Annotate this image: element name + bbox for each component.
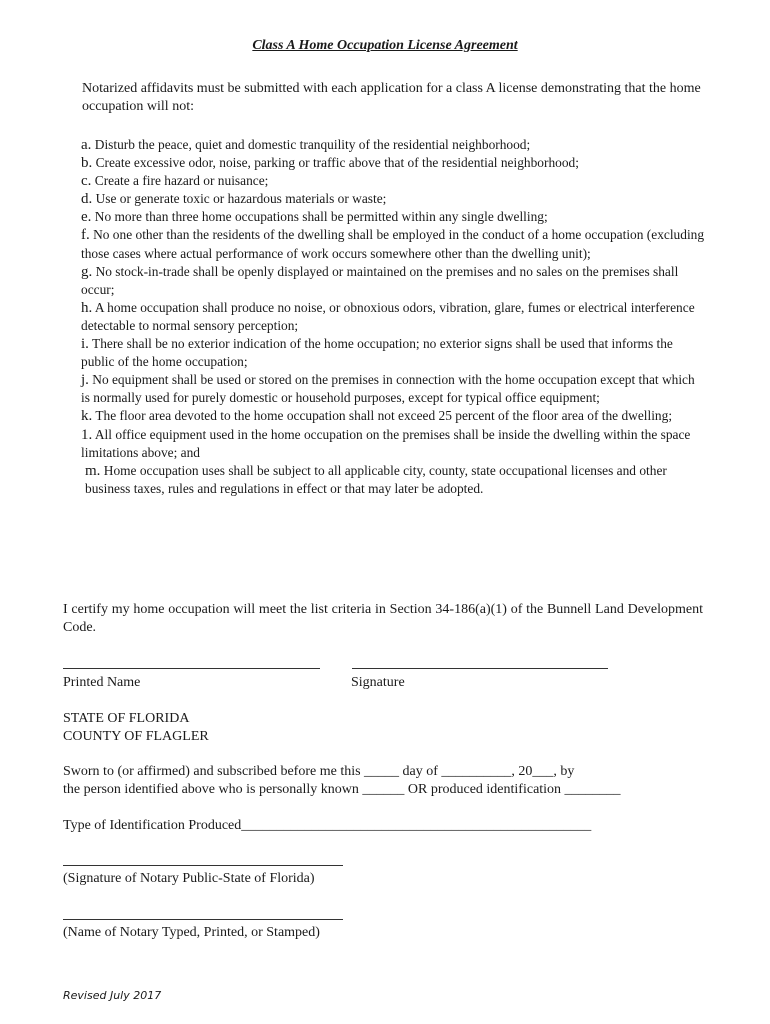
criteria-item bbox=[81, 172, 706, 190]
criteria-item bbox=[81, 154, 706, 172]
criteria-item bbox=[81, 462, 706, 498]
criteria-item bbox=[81, 426, 706, 462]
criteria-list bbox=[81, 136, 706, 498]
revision-footer: Revised July 2017 bbox=[63, 989, 162, 1002]
criteria-item-letter: g. bbox=[81, 263, 93, 280]
criteria-item-letter: d. bbox=[81, 191, 93, 208]
criteria-item bbox=[81, 335, 706, 371]
county-label: COUNTY OF FLAGLER bbox=[63, 729, 209, 744]
sworn-line-2: the person identified above who is personally known ______ OR produced identification ________ bbox=[63, 782, 621, 797]
identification-type-field[interactable]: Type of Identification Produced__________________________________________________ bbox=[63, 818, 592, 833]
criteria-item-text: Create a fire hazard or nuisance; bbox=[91, 173, 269, 189]
printed-name-label: Printed Name bbox=[63, 675, 141, 690]
signature-line[interactable] bbox=[352, 668, 608, 669]
criteria-item-text: There shall be no exterior indication of the home occupation; no exterior signs shall be used that informs the public of the home occupation; bbox=[81, 336, 673, 370]
criteria-item-letter: k. bbox=[81, 408, 93, 425]
criteria-item-letter: m. bbox=[85, 462, 101, 479]
criteria-item-letter: h. bbox=[81, 299, 93, 316]
state-label: STATE OF FLORIDA bbox=[63, 711, 190, 726]
criteria-item-letter: i. bbox=[81, 336, 89, 353]
criteria-item bbox=[81, 371, 706, 407]
criteria-item-text: No more than three home occupations shall be permitted within any single dwelling; bbox=[91, 209, 548, 225]
criteria-item-text: All office equipment used in the home occupation on the premises shall be inside the dwelling within the space limitations above; and bbox=[81, 426, 691, 460]
criteria-item-letter: j. bbox=[81, 372, 89, 389]
intro-paragraph: Notarized affidavits must be submitted with each application for a class A license demonstrating that the home occupation will not: bbox=[82, 81, 701, 114]
notary-signature-line[interactable] bbox=[63, 865, 343, 866]
criteria-item bbox=[81, 190, 706, 208]
notary-name-label: (Name of Notary Typed, Printed, or Stamped) bbox=[63, 925, 320, 940]
criteria-item-letter: c. bbox=[81, 173, 92, 190]
signature-label: Signature bbox=[351, 675, 405, 690]
criteria-item-letter: 1. bbox=[81, 426, 93, 443]
criteria-item bbox=[81, 407, 706, 425]
criteria-item bbox=[81, 136, 706, 154]
criteria-item-text: Home occupation uses shall be subject to all applicable city, county, state occupational licenses and other business taxes, rules and regulations in effect or that may later be adopted. bbox=[85, 462, 667, 496]
notary-name-line[interactable] bbox=[63, 919, 343, 920]
criteria-item-letter: e. bbox=[81, 209, 92, 226]
criteria-item-text: No equipment shall be used or stored on the premises in connection with the home occupation except that which is normally used for purely domestic or household purposes, except for typical office equipment; bbox=[81, 372, 695, 406]
certification-statement: I certify my home occupation will meet the list criteria in Section 34-186(a)(1) of the Bunnell Land Development Code. bbox=[63, 602, 703, 635]
criteria-item-text: No one other than the residents of the dwelling shall be employed in the conduct of a home occupation (excluding those cases where actual performance of work occurs somewhere other than the dwelling unit); bbox=[81, 227, 705, 261]
document-title: Class A Home Occupation License Agreement bbox=[252, 38, 518, 53]
sworn-statement bbox=[63, 763, 703, 799]
criteria-item bbox=[81, 208, 706, 226]
criteria-item-text: The floor area devoted to the home occupation shall not exceed 25 percent of the floor area of the dwelling; bbox=[92, 408, 673, 424]
sworn-line-1: Sworn to (or affirmed) and subscribed before me this _____ day of __________, 20___, by bbox=[63, 764, 575, 779]
criteria-item-letter: b. bbox=[81, 155, 93, 172]
printed-name-line[interactable] bbox=[63, 668, 320, 669]
criteria-item bbox=[81, 263, 706, 299]
state-county-block bbox=[63, 710, 209, 746]
criteria-item-text: Use or generate toxic or hazardous materials or waste; bbox=[92, 191, 387, 207]
criteria-item-text: No stock-in-trade shall be openly displayed or maintained on the premises and no sales on the premises shall occur; bbox=[81, 263, 679, 297]
criteria-item bbox=[81, 299, 706, 335]
criteria-item-text: A home occupation shall produce no noise, or obnoxious odors, vibration, glare, fumes or electrical interference detectable to normal sensory perception; bbox=[81, 299, 695, 333]
criteria-item-letter: f. bbox=[81, 227, 90, 244]
criteria-item-text: Disturb the peace, quiet and domestic tranquility of the residential neighborhood; bbox=[91, 137, 531, 152]
notary-signature-label: (Signature of Notary Public-State of Florida) bbox=[63, 871, 315, 886]
criteria-item bbox=[81, 226, 706, 262]
criteria-item-letter: a. bbox=[81, 137, 92, 153]
criteria-item-text: Create excessive odor, noise, parking or traffic above that of the residential neighborhood; bbox=[92, 155, 579, 171]
